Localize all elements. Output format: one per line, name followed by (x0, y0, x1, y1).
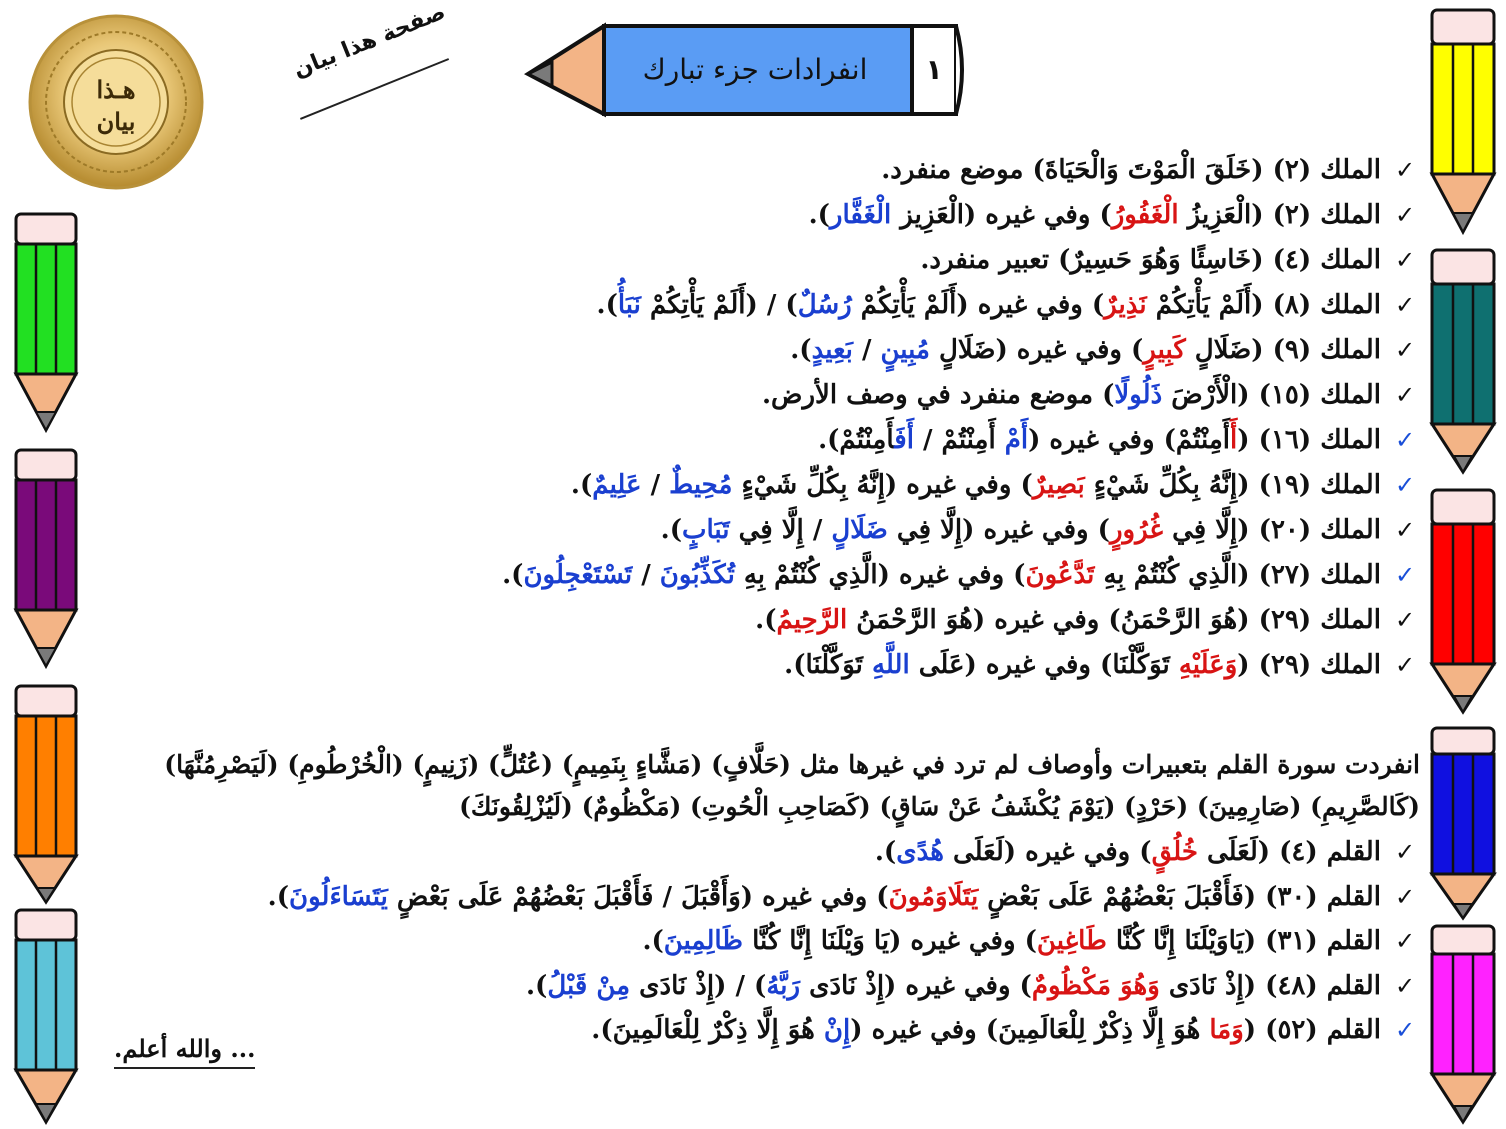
item-text: / (632, 560, 660, 590)
item-text: الملك (٢٩) ( (1237, 650, 1381, 680)
check-icon: ✓ (1394, 156, 1416, 184)
pencil-yellow (1426, 8, 1500, 236)
check-icon: ✓ (1394, 201, 1416, 229)
item-text: تَسْتَعْجِلُونَ (523, 560, 633, 590)
item-text: مُبِينٍ (880, 335, 930, 365)
item-text: ) وفي غيره (الَّذِي كُنْتُمْ بِهِ (734, 560, 1026, 590)
check-icon: ✓ (1394, 651, 1416, 679)
item-text: ذَلُولًا (1114, 380, 1163, 410)
check-icon: ✓ (1394, 516, 1416, 544)
logo-text-top: هـذا (96, 75, 136, 104)
item-text: وَمَا (1209, 1015, 1244, 1045)
item-text: القلم (٤) (لَعَلَى (1197, 837, 1381, 867)
item-text: نَبَأُ (617, 290, 641, 320)
qalam-item (591, 1010, 1420, 1050)
item-text: ) / (أَلَمْ يَأْتِكُمْ (640, 290, 798, 320)
pencil-teal (1426, 248, 1500, 476)
pencil-purple (10, 448, 82, 670)
item-text: أَفَ (894, 425, 914, 455)
item-text: هُوَ إِلَّا ذِكْرٌ لِلْعَالَمِينَ) وفي غيره ( (850, 1015, 1210, 1045)
item-text: الْغَفَّار (829, 200, 892, 230)
mulk-item (790, 330, 1420, 370)
page-number: ١ (925, 52, 943, 86)
item-text: نَذِيرٌ (1104, 290, 1147, 320)
item-text: عَلِيمٌ (592, 470, 642, 500)
item-text: ). (755, 605, 777, 635)
item-text: تَوَكَّلْنَا). (784, 650, 872, 680)
mulk-item (809, 195, 1420, 235)
main-content (110, 150, 1420, 1050)
item-text: هُوَ إِلَّا ذِكْرٌ لِلْعَالَمِينَ). (591, 1015, 824, 1045)
pencil-magenta (1426, 924, 1500, 1126)
item-text: ). (526, 970, 548, 1001)
item-text: رُسُلٌ (797, 290, 852, 320)
item-text: القلم (٤٨) (إِذْ نَادَى (1159, 970, 1381, 1001)
item-text: الملك (٢٧) (الَّذِي كُنْتُمْ بِهِ (1094, 560, 1381, 590)
mulk-item (661, 510, 1420, 550)
item-text: تَدَّعُونَ (1025, 560, 1095, 590)
check-icon: ✓ (1394, 971, 1416, 1000)
item-text: الملك (٩) (ضَلَالٍ (1185, 335, 1381, 365)
check-icon: ✓ (1394, 291, 1416, 319)
item-text: تَوَكَّلْنَا) وفي غيره (عَلَى (909, 650, 1179, 680)
item-text: الملك (٤) (خَاسِئًا وَهُوَ حَسِيرٌ) تعبير منفرد. (920, 245, 1381, 275)
item-text: مُحِيطٌ (669, 470, 733, 500)
item-text: ) وفي غيره (لَعَلَى (943, 837, 1152, 867)
logo-text-bottom: بيان (96, 107, 136, 136)
item-text: ضَلَالٍ (831, 515, 888, 545)
item-text: القلم (٥٢) ( (1243, 1015, 1381, 1045)
qalam-item (642, 921, 1420, 961)
check-icon: ✓ (1394, 838, 1416, 866)
item-text: ) وفي غيره (إِذْ نَادَى (800, 970, 1032, 1001)
item-text: الملك (١٦) ( (1237, 425, 1381, 455)
mulk-item (755, 600, 1420, 640)
item-text: طَاغِينَ (1036, 926, 1107, 956)
item-text: / (641, 470, 670, 500)
item-text: أَ (1230, 425, 1238, 455)
item-text: ). (502, 560, 524, 590)
item-text: الْغَفُورُ (1111, 200, 1179, 230)
item-text: ). (790, 335, 812, 365)
item-text: ) / (إِذْ نَادَى (630, 970, 767, 1001)
item-text: ) وفي غيره (إِلَّا فِي (887, 515, 1110, 545)
item-text: تَبَابٍ (682, 515, 730, 545)
check-icon: ✓ (1394, 561, 1416, 589)
check-icon: ✓ (1394, 882, 1416, 911)
item-text: ). (874, 837, 897, 867)
item-text: الملك (١٥) (الْأَرْضَ (1162, 380, 1381, 410)
item-text: وَهُوَ مَكْظُومٌ (1031, 970, 1160, 1001)
check-icon: ✓ (1394, 381, 1416, 409)
pencil-green (10, 212, 82, 434)
qalam-item (526, 966, 1420, 1006)
check-icon: ✓ (1394, 336, 1416, 364)
item-text: ). (808, 200, 830, 230)
item-text: خُلُقٍ (1151, 837, 1198, 867)
item-text: ) وفي غيره (وَأَقْبَلَ / فَأَقْبَلَ بَعْضُهُمْ عَلَى بَعْضٍ (387, 881, 889, 912)
item-text: يَتَلَاوَمُونَ (888, 881, 979, 912)
pencil-blue (1426, 726, 1500, 922)
mulk-item (881, 150, 1420, 190)
mulk-item (597, 285, 1420, 325)
check-icon: ✓ (1394, 927, 1416, 955)
pencil-red (1426, 488, 1500, 716)
item-text: الملك (١٩) (إِنَّهُ بِكُلِّ شَيْءٍ (1084, 470, 1381, 500)
item-text: ). (642, 926, 664, 956)
item-text: الملك (٨) (أَلَمْ يَأْتِكُمْ (1146, 290, 1381, 320)
item-text: ) وفي غيره (أَلَمْ يَأْتِكُمْ (851, 290, 1105, 320)
item-text: كَبِيرٍ (1143, 335, 1186, 365)
check-icon: ✓ (1394, 471, 1416, 499)
item-text: هُدًى (896, 837, 944, 867)
mulk-item (762, 375, 1420, 415)
mulk-item (571, 465, 1420, 505)
page-title-text: انفرادات جزء تبارك (642, 52, 868, 86)
item-text: القلم (٣٠) (فَأَقْبَلَ بَعْضُهُمْ عَلَى بَعْضٍ (978, 881, 1381, 912)
item-text: وَعَلَيْهِ (1178, 650, 1238, 680)
item-text: ). (660, 515, 683, 545)
qalam-intro: انفردت سورة القلم بتعبيرات وأوصاف لم ترد في غيرها مثل (حَلَّافٍ) (مَشَّاءٍ بِنَمِيمٍ) (عُتُلٍّ) (زَنِيمٍ) (الْخُرْطُومِ) (لَيَصْرِمُنَّهَا) (كَالصَّرِيمِ) (صَارِمِينَ) (حَرْدٍ) (يَوْمَ يُكْشَفُ عَنْ سَاقٍ) (كَصَاحِبِ الْحُوتِ) (مَكْظُومٌ) (لَيُزْلِقُونَكَ) (164, 750, 1420, 821)
closing-text: ... والله أعلم. (114, 1034, 255, 1069)
item-text: ) وفي غيره (ضَلَالٍ (929, 335, 1144, 365)
item-text: الملك (٢) (الْعَزِيزُ (1178, 200, 1381, 230)
item-text: القلم (٣١) (يَاوَيْلَنَا إِنَّا كُنَّا (1106, 926, 1381, 956)
item-text: / (852, 335, 881, 365)
item-text: ). (267, 881, 289, 912)
item-text: ). (596, 290, 618, 320)
pencil-light-blue (10, 908, 82, 1126)
item-text: أَمِنْتُمْ) وفي غيره ( (1028, 425, 1231, 455)
page-title (605, 28, 905, 110)
item-text: الملك (٢٩) (هُوَ الرَّحْمَنُ) وفي غيره (هُوَ الرَّحْمَنُ (847, 605, 1381, 635)
item-text: رَبَّهُ (766, 970, 801, 1001)
check-icon: ✓ (1394, 426, 1416, 454)
item-text: يَتَسَاءَلُونَ (289, 881, 388, 912)
qalam-item (875, 832, 1420, 872)
item-text: الملك (٢٠) (إِلَّا فِي (1163, 515, 1381, 545)
check-icon: ✓ (1394, 606, 1416, 634)
item-text: أَمِنْتُمْ). (818, 425, 895, 455)
item-text: الرَّحِيمُ (776, 605, 848, 635)
item-text: بَصِيرٌ (1032, 470, 1085, 500)
site-label: صفحة هذا بيان (290, 0, 450, 84)
item-text: مِنْ قَبْلُ (547, 970, 631, 1001)
item-text: بَعِيدٍ (811, 335, 853, 365)
mulk-item (920, 240, 1420, 280)
item-text: ) وفي غيره (الْعَزِيز (891, 200, 1112, 230)
item-text: أَمِنْتُمْ / (913, 425, 1005, 455)
check-icon: ✓ (1394, 246, 1416, 274)
item-text: ). (570, 470, 593, 500)
item-text: ) وفي غيره (يَا وَيْلَنَا إِنَّا كُنَّا (743, 926, 1037, 956)
item-text: / إِلَّا فِي (729, 515, 832, 545)
mulk-item (818, 420, 1420, 460)
item-text: اللَّهِ (871, 650, 910, 680)
check-icon: ✓ (1394, 1016, 1416, 1044)
item-text: الملك (٢) (خَلَقَ الْمَوْتَ وَالْحَيَاةَ) موضع منفرد. (881, 155, 1381, 185)
item-text: غُرُورٍ (1109, 515, 1164, 545)
item-text: ظَالِمِينَ (663, 926, 744, 956)
pencil-orange (10, 684, 82, 906)
item-text: إِنْ (823, 1015, 851, 1045)
qalam-item (268, 877, 1420, 917)
item-text: تُكَذِّبُونَ (659, 560, 735, 590)
mulk-item (502, 555, 1420, 595)
item-text: ) موضع منفرد في وصف الأرض. (762, 380, 1115, 410)
item-text: ) وفي غيره (إِنَّهُ بِكُلِّ شَيْءٍ (732, 470, 1033, 500)
item-text: أَمْ (1004, 425, 1029, 455)
mulk-item (784, 645, 1420, 685)
